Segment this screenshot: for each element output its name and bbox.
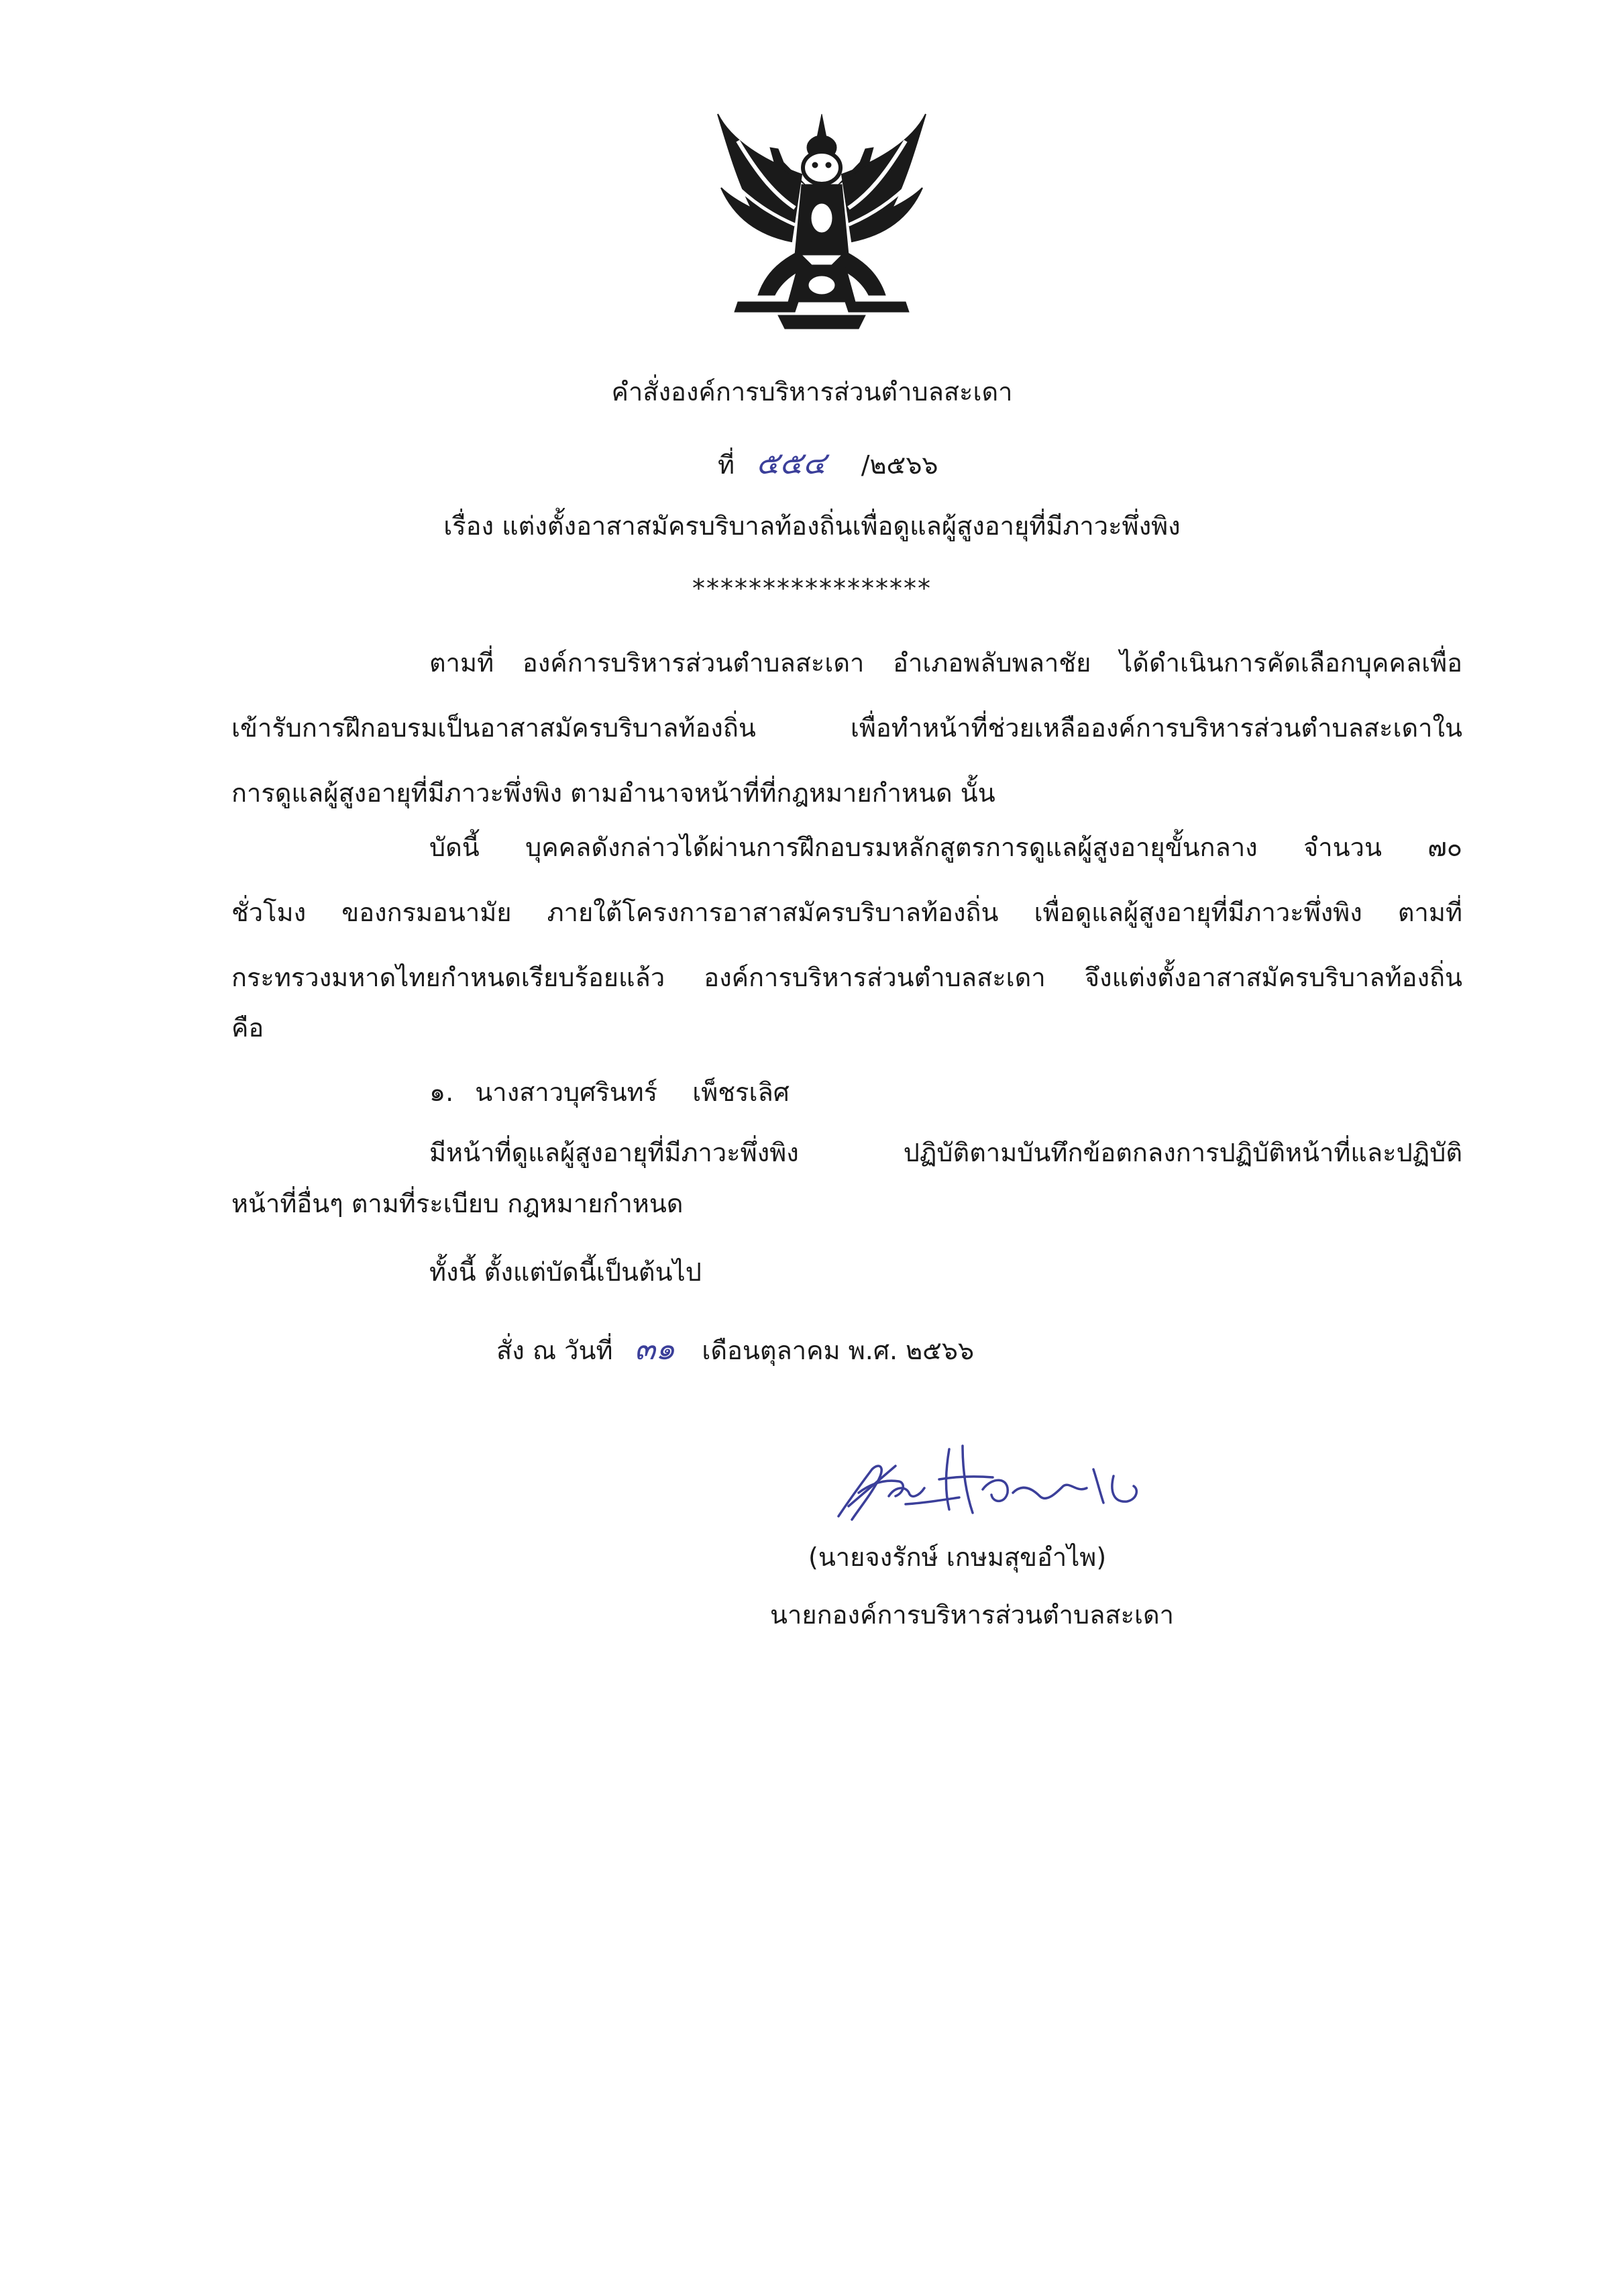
order-date-prefix: สั่ง ณ วันที่ bbox=[496, 1336, 613, 1365]
para1-line1: ตามที่ องค์การบริหารส่วนตำบลสะเดา อำเภอพลับพลาชัย ได้ดำเนินการคัดเลือกบุคคลเพื่อ bbox=[429, 648, 1462, 678]
document-title: คำสั่งองค์การบริหารส่วนตำบลสะเดา bbox=[611, 377, 1013, 407]
order-number-year: /๒๕๖๖ bbox=[861, 450, 938, 480]
appointee-surname: เพ็ชรเลิศ bbox=[692, 1077, 790, 1107]
appointee-row bbox=[429, 1060, 790, 1125]
order-number bbox=[718, 439, 938, 488]
order-number-prefix: ที่ bbox=[718, 450, 735, 480]
para1-line2: เข้ารับการฝึกอบรมเป็นอาสาสมัครบริบาลท้องถิ่น เพื่อทำหน้าที่ช่วยเหลือองค์การบริหารส่วนตำบลสะเดาใน bbox=[231, 713, 1462, 743]
separator-stars: ***************** bbox=[692, 574, 932, 603]
signatory-position: นายกองค์การบริหารส่วนตำบลสะเดา bbox=[770, 1600, 1175, 1630]
order-date-day: ๓๑ bbox=[634, 1330, 675, 1367]
para3-line1: มีหน้าที่ดูแลผู้สูงอายุที่มีภาวะพึ่งพิง ปฏิบัติตามบันทึกข้อตกลงการปฏิบัติหน้าที่และปฏิบัติ bbox=[429, 1138, 1462, 1167]
para2-line3: กระทรวงมหาดไทยกำหนดเรียบร้อยแล้ว องค์การบริหารส่วนตำบลสะเดา จึงแต่งตั้งอาสาสมัครบริบาลท้องถิ่น bbox=[231, 963, 1462, 992]
document-subject: เรื่อง แต่งตั้งอาสาสมัครบริบาลท้องถิ่นเพื่อดูแลผู้สูงอายุที่มีภาวะพึ่งพิง bbox=[443, 511, 1181, 541]
signature-image bbox=[832, 1429, 1147, 1536]
para3-line2: หน้าที่อื่นๆ ตามที่ระเบียบ กฎหมายกำหนด bbox=[231, 1189, 684, 1218]
order-number-handwritten: ๕๕๔ bbox=[756, 445, 826, 481]
signatory-name: (นายจงรักษ์ เกษมสุขอำไพ) bbox=[808, 1542, 1107, 1572]
garuda-emblem bbox=[711, 101, 932, 335]
effective-date-text: ทั้งนี้ ตั้งแต่บัดนี้เป็นต้นไป bbox=[429, 1257, 702, 1287]
para2-line4: คือ bbox=[231, 1013, 264, 1043]
order-date-month-year: เดือนตุลาคม พ.ศ. ๒๕๖๖ bbox=[702, 1336, 975, 1365]
para2-line1: บัดนี้ บุคคลดังกล่าวได้ผ่านการฝึกอบรมหลักสูตรการดูแลผู้สูงอายุขั้นกลาง จำนวน ๗๐ bbox=[429, 833, 1462, 862]
order-date bbox=[496, 1316, 974, 1383]
para1-line3: การดูแลผู้สูงอายุที่มีภาวะพึ่งพิง ตามอำนาจหน้าที่ที่กฎหมายกำหนด นั้น bbox=[231, 778, 995, 808]
appointee-name: นางสาวบุศรินทร์ bbox=[475, 1077, 658, 1107]
para2-line2: ชั่วโมง ของกรมอนามัย ภายใต้โครงการอาสาสมัครบริบาลท้องถิ่น เพื่อดูแลผู้สูงอายุที่มีภาวะพึ่งพิง ตามที่ bbox=[231, 898, 1462, 927]
appointee-number: ๑. bbox=[429, 1077, 454, 1107]
